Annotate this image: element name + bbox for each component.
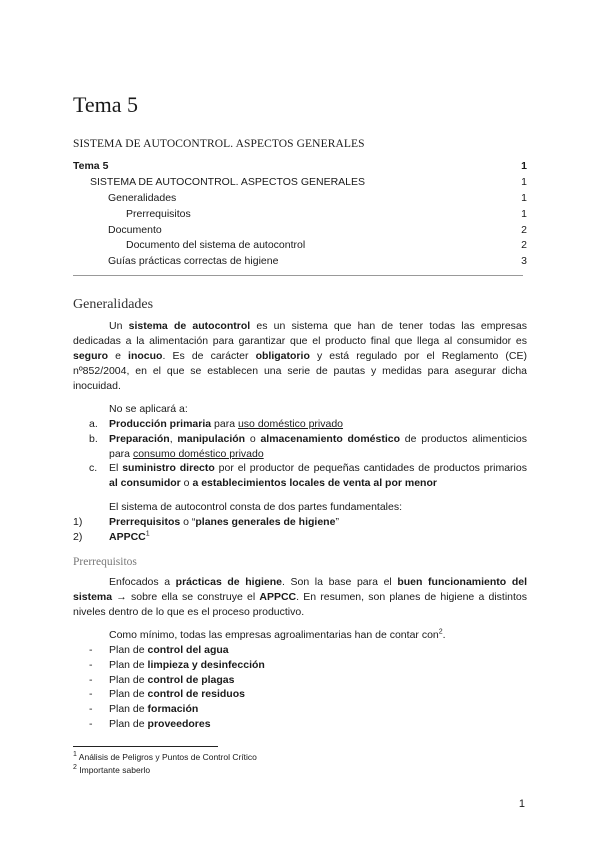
- list-item: 1) Prerrequisitos o “planes generales de higiene”: [73, 516, 339, 528]
- toc-entry[interactable]: [73, 239, 527, 254]
- toc-entry[interactable]: [73, 224, 527, 239]
- chapter-heading: SISTEMA DE AUTOCONTROL. ASPECTOS GENERALES: [73, 138, 365, 150]
- list-item: - Plan de control de residuos: [89, 688, 245, 700]
- list-item: c. El suministro directo por el productor de pequeñas cantidades de productos primarios al consumidor o a establecimientos locales de venta al por menor: [89, 462, 527, 489]
- toc-entry-label: Generalidades: [108, 192, 177, 204]
- toc-entry-page: 2: [521, 239, 527, 251]
- section-heading-prerrequisitos: Prerrequisitos: [73, 556, 137, 568]
- section-heading-generalidades: Generalidades: [73, 297, 154, 312]
- list-item: 2) APPCC$^1$: [73, 530, 150, 543]
- toc-entry-page: 1: [521, 208, 527, 220]
- toc-entry[interactable]: [73, 208, 527, 223]
- page-number: 1: [518, 798, 525, 810]
- toc-divider: [73, 275, 523, 276]
- toc-entry-label: Prerrequisitos: [126, 208, 191, 220]
- toc-entry-label: Documento: [108, 224, 162, 236]
- footnote: $^1$ Análisis de Peligros y Puntos de Control Crítico: [73, 751, 257, 762]
- footnote-ref[interactable]: 1: [145, 530, 150, 538]
- footnote-divider: [73, 746, 218, 747]
- list-item: - Plan de control del agua: [89, 644, 229, 656]
- toc-entry-label: SISTEMA DE AUTOCONTROL. ASPECTOS GENERALES: [90, 176, 366, 188]
- page-title: Tema 5: [73, 92, 139, 117]
- toc-entry[interactable]: [73, 160, 527, 175]
- toc-entry-page: 3: [521, 255, 527, 267]
- toc-entry-page: 1: [521, 176, 527, 188]
- list-item: - Plan de formación: [89, 703, 199, 715]
- toc-entry-page: 2: [521, 224, 527, 236]
- minimum-plans-intro: Como mínimo, todas las empresas agroalimentarias han de contar con$^2$.: [109, 628, 446, 641]
- footnote-ref[interactable]: 2: [438, 628, 443, 636]
- toc-entry-label: Guías prácticas correctas de higiene: [108, 255, 279, 267]
- list-item: - Plan de proveedores: [89, 718, 211, 730]
- toc-entry-page: 1: [521, 192, 527, 204]
- toc-entry[interactable]: [73, 176, 527, 191]
- list-item: a. Producción primaria para uso doméstico privado: [89, 418, 344, 430]
- toc-entry[interactable]: [73, 255, 527, 270]
- toc-entry[interactable]: [73, 192, 527, 207]
- toc-entry-label: Tema 5: [73, 160, 109, 172]
- paragraph-prerrequisitos: Enfocados a prácticas de higiene. Son la base para el buen funcionamiento del sistema → sobre ella se construye el APPCC. En resumen, son planes de higiene a distintos niveles dentro de lo que es el proceso productivo.: [73, 576, 527, 618]
- exclusions-intro: No se aplicará a:: [109, 403, 188, 415]
- footnote: $^2$ Importante saberlo: [73, 764, 151, 775]
- list-item: b. Preparación, manipulación o almacenamiento doméstico de productos alimenticios para consumo doméstico privado: [89, 433, 527, 460]
- toc-entry-page: 1: [521, 160, 527, 172]
- list-item: - Plan de control de plagas: [89, 674, 235, 686]
- toc-entry-label: Documento del sistema de autocontrol: [126, 239, 306, 251]
- list-item: - Plan de limpieza y desinfección: [89, 659, 265, 671]
- system-parts-intro: El sistema de autocontrol consta de dos partes fundamentales:: [109, 501, 403, 513]
- paragraph-intro: Un sistema de autocontrol es un sistema que han de tener todas las empresas dedicadas a la alimentación para garantizar que el producto final que llega al consumidor es seguro e inocuo. Es de carácter obligatorio y está regulado por el Reglamento (CE) nº852/2004, en el que se establecen una serie de pautas y medidas para asegurar dicha inocuidad.: [73, 320, 527, 392]
